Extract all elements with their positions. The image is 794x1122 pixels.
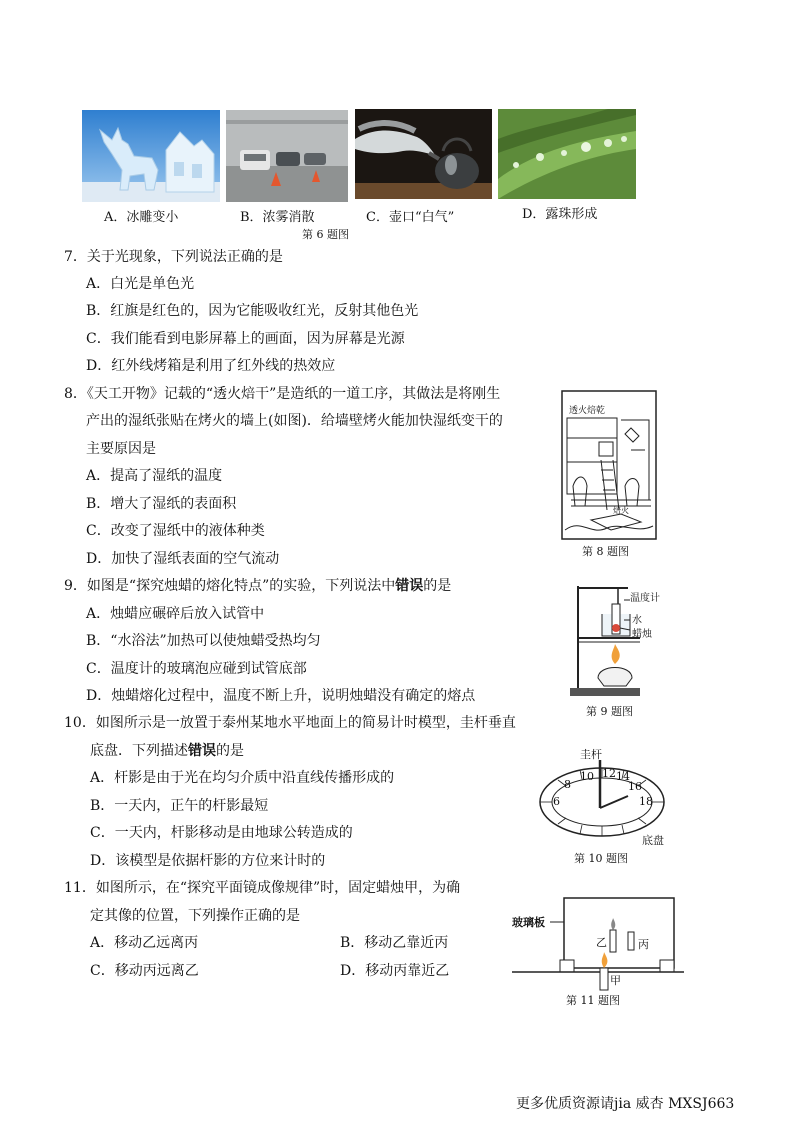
q9-stem-suffix: 的是	[423, 578, 452, 594]
q10-hour-16: 16	[628, 780, 642, 793]
q10-stem-prefix: 底盘．下列描述	[90, 743, 188, 759]
q11-option-c: C．移动丙远离乙	[90, 963, 199, 979]
q10-hour-18: 18	[639, 795, 653, 808]
q10-figure-label: 第 10 题图	[574, 852, 628, 865]
q7-option-c: C．我们能看到电影屏幕上的画面，因为屏幕是光源	[86, 331, 405, 347]
q7-option-d: D．红外线烤箱是利用了红外线的热效应	[86, 358, 336, 374]
q11-figure-glass-label: 玻璃板	[512, 916, 545, 929]
q10-option-c: C．一天内，杆影移动是由地球公转造成的	[90, 825, 353, 841]
q11-stem-line-1: 11．如图所示，在“探究平面镜成像规律”时，固定蜡烛甲，为确	[64, 880, 461, 896]
q6-caption-b: B．浓雾消散	[240, 210, 315, 225]
q7-option-b: B．红旗是红色的，因为它能吸收红光，反射其他色光	[86, 303, 419, 319]
q8-option-c: C．改变了湿纸中的液体种类	[86, 523, 265, 539]
photo-fog-road	[226, 110, 348, 202]
q9-option-a: A．烛蜡应碾碎后放入试管中	[86, 606, 265, 622]
q9-figure-water: 水	[632, 615, 642, 626]
q9-stem-bold: 错误	[395, 578, 424, 594]
q10-hour-14: 14	[616, 770, 630, 783]
q8-figure-label: 第 8 题图	[582, 545, 629, 558]
q10-stem-line-1: 10．如图所示是一放置于泰州某地水平地面上的简易计时模型，圭杆垂直	[64, 715, 516, 731]
q10-figure-sundial	[536, 746, 676, 846]
q10-figure-rod-label: 圭杆	[580, 748, 602, 761]
q9-figure-label: 第 9 题图	[586, 705, 633, 718]
q9-stem	[64, 576, 451, 596]
q10-option-a: A．杆影是由于光在均匀介质中沿直线传播形成的	[90, 770, 395, 786]
q10-stem-bold: 错误	[188, 743, 216, 759]
photo-kettle-steam	[355, 109, 492, 199]
q10-stem-line-2	[90, 741, 244, 761]
q7-stem: 7．关于光现象，下列说法正确的是	[64, 249, 283, 265]
q6-figure-label: 第 6 题图	[302, 228, 349, 241]
q11-figure-mirror	[510, 896, 686, 992]
q8-figure-label-fire: 焙火	[613, 506, 629, 515]
q10-hour-12: 12	[602, 767, 616, 780]
q10-hour-6: 6	[553, 795, 560, 808]
q7-option-a: A．白光是单色光	[86, 276, 195, 292]
q9-figure-candle: 蜡烛	[632, 629, 652, 640]
q6-caption-d: D．露珠形成	[522, 207, 598, 222]
q11-figure-candle-jia: 甲	[610, 974, 621, 987]
q9-stem-prefix: 9．如图是“探究烛蜡的熔化特点”的实验，下列说法中	[64, 578, 396, 594]
q10-hour-10: 10	[580, 770, 594, 783]
q8-option-a: A．提高了湿纸的温度	[86, 468, 223, 484]
photo-dew-leaf	[498, 109, 636, 199]
q8-stem-line-2: 产出的湿纸张贴在烤火的墙上(如图)．给墙壁烤火能加快湿纸变干的	[86, 413, 503, 429]
q11-option-a: A．移动乙远离丙	[90, 935, 199, 951]
q6-caption-a: A．冰雕变小	[104, 210, 179, 225]
q11-figure-label: 第 11 题图	[566, 994, 620, 1007]
q11-option-d: D．移动丙靠近乙	[340, 963, 450, 979]
q9-option-c: C．温度计的玻璃泡应碰到试管底部	[86, 661, 307, 677]
q10-hour-8: 8	[564, 778, 571, 791]
q9-option-d: D．烛蜡熔化过程中，温度不断上升，说明烛蜡没有确定的熔点	[86, 688, 476, 704]
q6-caption-c: C．壶口“白气”	[366, 210, 455, 225]
q9-figure-apparatus	[568, 578, 666, 698]
q11-figure-candle-bing: 丙	[638, 938, 649, 951]
q8-figure-title: 透火焙乾	[569, 406, 606, 416]
q11-option-b: B．移动乙靠近丙	[340, 935, 449, 951]
q8-stem-line-1: 8．《天工开物》记载的“透火焙干”是造纸的一道工序，其做法是将刚生	[64, 386, 501, 402]
q8-figure-woodcut	[561, 390, 657, 540]
q10-option-d: D．该模型是依据杆影的方位来计时的	[90, 853, 326, 869]
q9-figure-thermometer: 温度计	[630, 593, 660, 604]
footer-note: 更多优质资源请jia 威杏 MXSJ663	[516, 1096, 735, 1112]
q10-stem-suffix: 的是	[216, 743, 244, 759]
q11-stem-line-2: 定其像的位置，下列操作正确的是	[90, 908, 300, 924]
q9-option-b: B．“水浴法”加热可以使烛蜡受热均匀	[86, 633, 321, 649]
photo-ice-sculpture	[82, 110, 220, 202]
q8-option-d: D．加快了湿纸表面的空气流动	[86, 551, 280, 567]
q11-figure-candle-yi: 乙	[596, 936, 607, 949]
q10-option-b: B．一天内，正午的杆影最短	[90, 798, 269, 814]
q8-stem-line-3: 主要原因是	[86, 441, 156, 457]
q8-option-b: B．增大了湿纸的表面积	[86, 496, 237, 512]
q10-figure-base-label: 底盘	[642, 834, 664, 847]
